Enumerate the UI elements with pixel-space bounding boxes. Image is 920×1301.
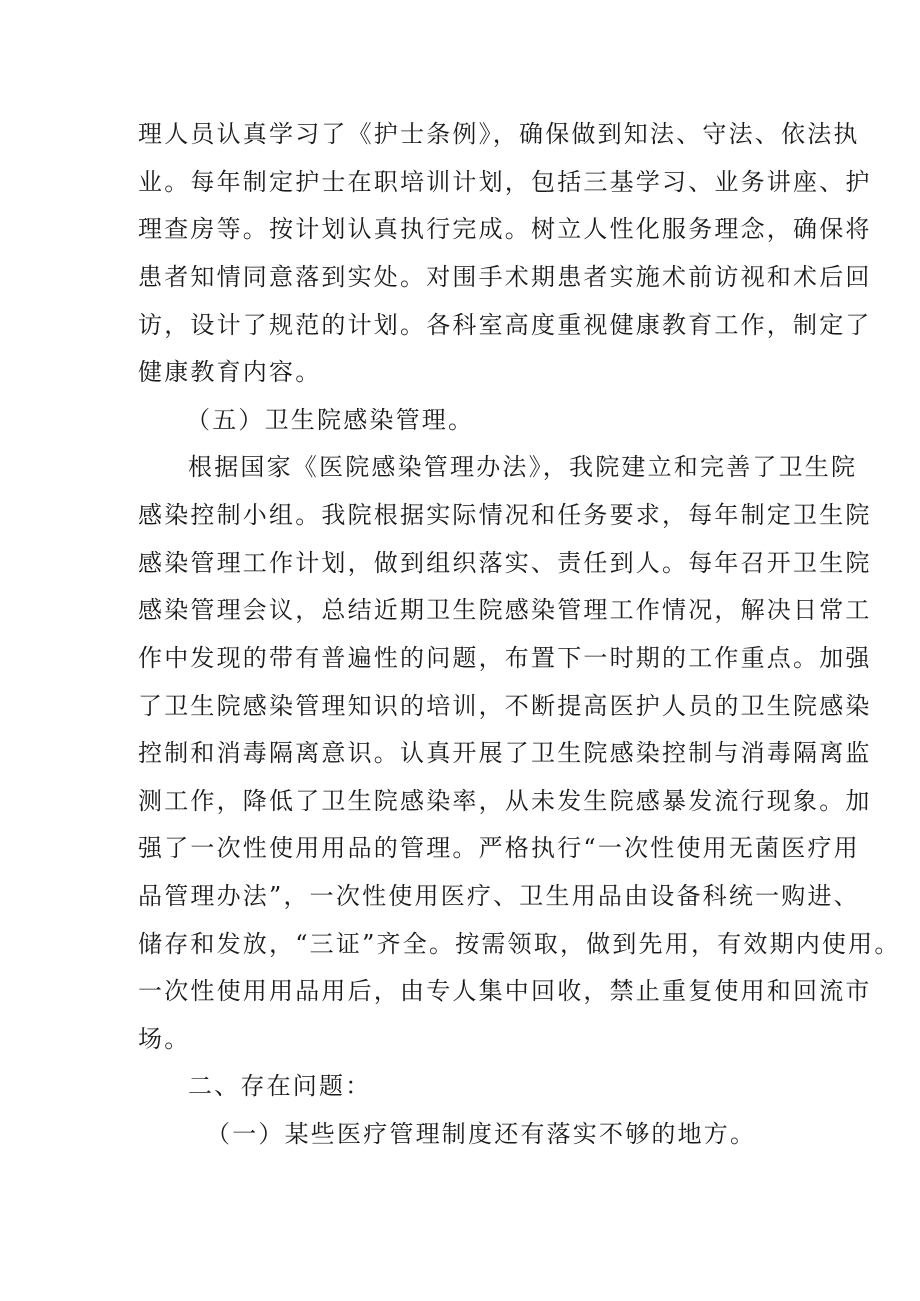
paragraph-line: 感染管理工作计划，做到组织落实、责任到人。每年召开卫生院 bbox=[138, 549, 872, 577]
section-heading: （五）卫生院感染管理。 bbox=[186, 406, 475, 434]
paragraph-line: 理查房等。按计划认真执行完成。树立人性化服务理念，确保将 bbox=[138, 215, 872, 243]
paragraph-line: 作中发现的带有普遍性的问题，布置下一时期的工作重点。加强 bbox=[138, 644, 872, 672]
paragraph-line: 了卫生院感染管理知识的培训，不断提高医护人员的卫生院感染 bbox=[138, 692, 872, 720]
paragraph-line: 患者知情同意落到实处。对围手术期患者实施术前访视和术后回 bbox=[138, 263, 872, 291]
section-heading: 二、存在问题： bbox=[188, 1072, 372, 1100]
paragraph-line: 理人员认真学习了《护士条例》，确保做到知法、守法、依法执 bbox=[138, 120, 860, 148]
paragraph-line: 感染管理会议，总结近期卫生院感染管理工作情况，解决日常工 bbox=[138, 596, 872, 624]
paragraph-line: 测工作，降低了卫生院感染率，从未发生院感暴发流行现象。加 bbox=[138, 787, 872, 815]
paragraph-line: 品管理办法”，一次性使用医疗、卫生用品由设备科统一购进、 bbox=[138, 882, 860, 910]
paragraph-line: 控制和消毒隔离意识。认真开展了卫生院感染控制与消毒隔离监 bbox=[138, 739, 872, 767]
paragraph-line: 场。 bbox=[138, 1025, 191, 1053]
paragraph-line: 根据国家《医院感染管理办法》，我院建立和完善了卫生院 bbox=[188, 453, 858, 481]
paragraph-line: 健康教育内容。 bbox=[138, 358, 322, 386]
paragraph-line: 访，设计了规范的计划。各科室高度重视健康教育工作，制定了 bbox=[138, 311, 872, 339]
paragraph-line: 感染控制小组。我院根据实际情况和任务要求，每年制定卫生院 bbox=[138, 501, 872, 529]
paragraph-line: 一次性使用用品用后，由专人集中回收，禁止重复使用和回流市 bbox=[138, 977, 872, 1005]
paragraph-line: 强了一次性使用用品的管理。严格执行“一次性使用无菌医疗用 bbox=[138, 834, 860, 862]
paragraph-line: 储存和发放，“三证”齐全。按需领取，做到先用，有效期内使用。 bbox=[138, 930, 901, 958]
paragraph-line: 业。每年制定护士在职培训计划，包括三基学习、业务讲座、护 bbox=[138, 168, 872, 196]
subsection-heading: （一）某些医疗管理制度还有落实不够的地方。 bbox=[206, 1120, 757, 1148]
